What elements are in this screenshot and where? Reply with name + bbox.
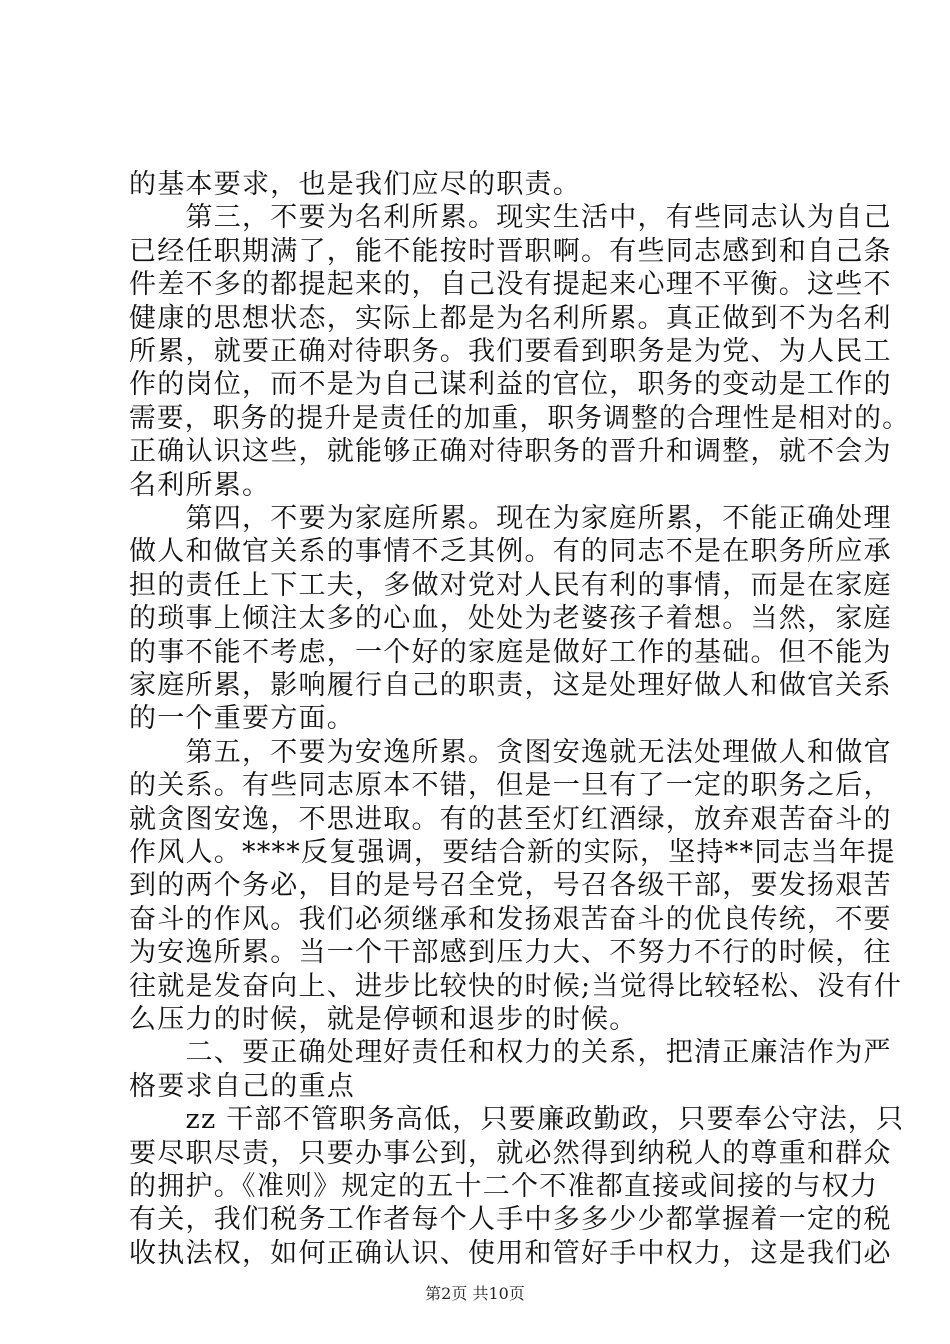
text-line: 家庭所累，影响履行自己的职责，这是处理好做人和做官关系	[129, 670, 892, 701]
text-line: 收执法权，如何正确认识、使用和管好手中权力，这是我们必	[129, 1237, 892, 1269]
text-line: 需要，职务的提升是责任的加重，职务调整的合理性是相对的。	[129, 402, 911, 434]
text-line: 有关，我们税务工作者每个人手中多多少少都掌握着一定的税	[129, 1204, 892, 1236]
text-line: 担的责任上下工夫，多做对党对人民有利的事情，而是在家庭	[129, 569, 892, 601]
text-line: 么压力的时候，就是停顿和退步的时候。	[129, 1004, 638, 1035]
text-line: 已经任职期满了，能不能按时晋职啊。有些同志感到和自己条	[129, 235, 892, 267]
text-line: 奋斗的作风。我们必须继承和发扬艰苦奋斗的优良传统，不要	[129, 903, 892, 935]
text-line: 要尽职尽责，只要办事公到，就必然得到纳税人的尊重和群众	[129, 1137, 892, 1169]
text-line: 到的两个务必，目的是号召全党，号召各级干部，要发扬艰苦	[129, 870, 892, 902]
text-line: 正确认识这些，就能够正确对待职务的晋升和调整，就不会为	[129, 436, 892, 468]
text-line: 就贪图安逸，不思进取。有的甚至灯红酒绿，放弃艰苦奋斗的	[129, 803, 892, 835]
page-footer: 第2页 共10页	[425, 1284, 525, 1303]
text-line: 的基本要求，也是我们应尽的职责。	[129, 169, 581, 200]
text-line: 第三，不要为名利所累。现实生活中，有些同志认为自己	[129, 202, 892, 234]
text-line: 的一个重要方面。	[129, 703, 355, 735]
text-line: 的关系。有些同志原本不错，但是一旦有了一定的职务之后，	[129, 770, 892, 802]
text-line: 第四，不要为家庭所累。现在为家庭所累，不能正确处理	[129, 503, 892, 534]
text-line: 所累，就要正确对待职务。我们要看到职务是为党、为人民工	[129, 336, 892, 367]
text-line: 往就是发奋向上、进步比较快的时候;当觉得比较轻松、没有什	[129, 970, 903, 1002]
text-line: 为安逸所累。当一个干部感到压力大、不努力不行的时候，往	[129, 937, 892, 969]
text-line: 作的岗位，而不是为自己谋利益的官位，职务的变动是工作的	[129, 369, 892, 401]
text-line: 健康的思想状态，实际上都是为名利所累。真正做到不为名利	[129, 302, 892, 334]
text-line: zz 干部不管职务高低，只要廉政勤政，只要奉公守法，只	[129, 1104, 905, 1136]
text-line: 的琐事上倾注太多的心血，处处为老婆孩子着想。当然，家庭	[129, 603, 892, 635]
text-line: 的拥护。《准则》规定的五十二个不准都直接或间接的与权力	[129, 1171, 879, 1202]
text-line: 做人和做官关系的事情不乏其例。有的同志不是在职务所应承	[129, 536, 892, 568]
text-line: 第五，不要为安逸所累。贪图安逸就无法处理做人和做官	[129, 736, 892, 768]
text-line: 二、要正确处理好责任和权力的关系，把清正廉洁作为严	[129, 1037, 892, 1069]
text-line: 的事不能不考虑，一个好的家庭是做好工作的基础。但不能为	[129, 636, 892, 668]
text-line: 作风人。****反复强调，要结合新的实际，坚持**同志当年提	[129, 837, 896, 868]
text-line: 格要求自己的重点	[129, 1070, 355, 1102]
text-line: 件差不多的都提起来的，自己没有提起来心理不平衡。这些不	[129, 269, 892, 301]
text-line: 名利所累。	[129, 469, 271, 501]
